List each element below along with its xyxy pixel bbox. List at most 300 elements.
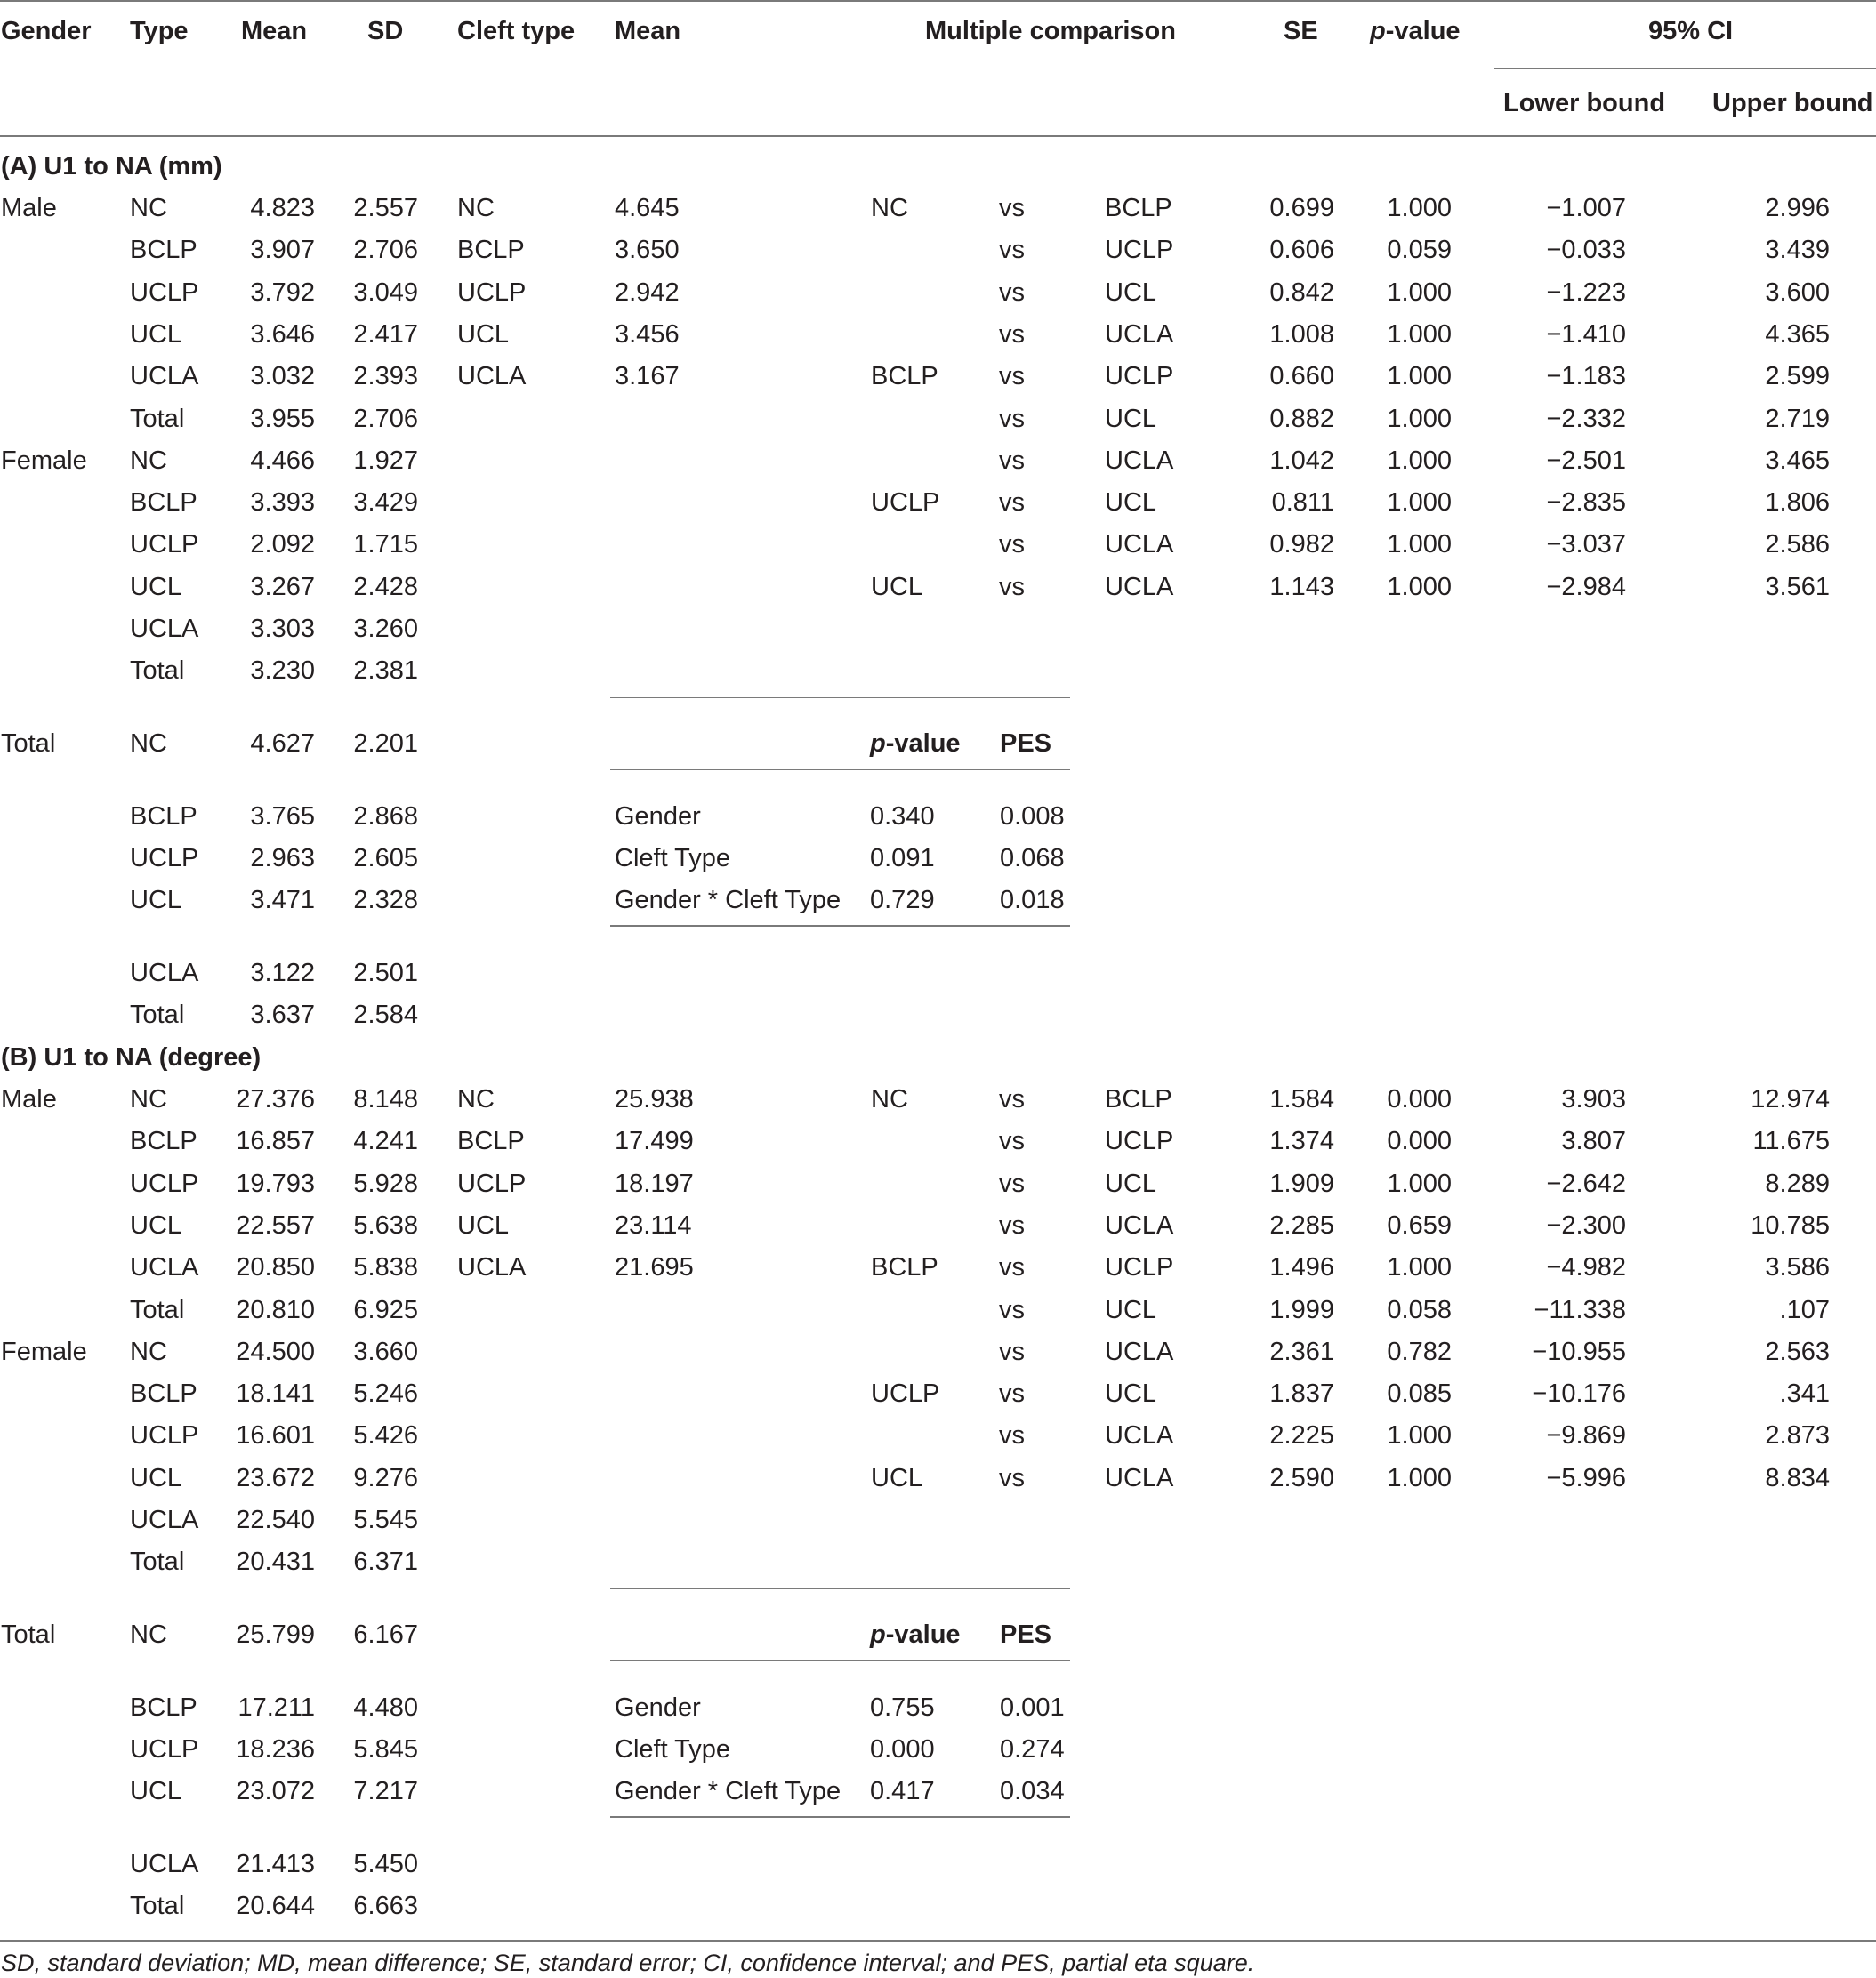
ci-upper-value: 3.586: [1765, 1253, 1830, 1282]
sd-value: 2.557: [353, 194, 418, 222]
ci-lower-value: −10.176: [1532, 1379, 1626, 1409]
cleft-mean-value: 23.114: [615, 1210, 692, 1240]
header-gender: Gender: [1, 17, 92, 45]
p-value: 1.000: [1387, 446, 1452, 475]
cleft-mean-value: 2.942: [615, 277, 680, 307]
type-label: NC: [130, 1620, 167, 1649]
sd-value: 4.480: [353, 1693, 418, 1722]
anova-top-rule: [610, 697, 1070, 699]
mean-value: 27.376: [236, 1085, 315, 1114]
sd-value: 2.201: [353, 728, 418, 758]
vs-label: vs: [999, 1421, 1025, 1451]
section-title: (B) U1 to NA (degree): [1, 1043, 262, 1072]
comparison-target: UCLA: [1105, 572, 1174, 601]
p-value: 1.000: [1387, 1421, 1452, 1451]
anova-effect-label: Gender * Cleft Type: [615, 1777, 841, 1806]
vs-label: vs: [999, 404, 1025, 433]
type-label: UCLA: [130, 1506, 199, 1534]
anova-pes-header: PES: [1000, 728, 1052, 758]
sd-value: 6.167: [353, 1620, 418, 1649]
comparison-target: UCLA: [1105, 319, 1174, 349]
comparison-target: UCLP: [1105, 236, 1174, 265]
ci-upper-value: .107: [1779, 1295, 1830, 1324]
vs-label: vs: [999, 1337, 1025, 1366]
ci-upper-value: 11.675: [1752, 1127, 1830, 1156]
comparison-group: UCL: [871, 1463, 923, 1492]
vs-label: vs: [999, 1253, 1025, 1282]
sd-value: 1.927: [353, 446, 418, 475]
se-value: 1.584: [1269, 1085, 1334, 1114]
ci-lower-value: −10.955: [1532, 1337, 1626, 1366]
gender-label: Female: [1, 1337, 87, 1366]
top-rule: [0, 0, 1876, 2]
type-label: UCL: [130, 1210, 182, 1240]
ci-lower-value: −9.869: [1546, 1421, 1626, 1451]
p-value: 0.059: [1387, 236, 1452, 265]
anova-mid-rule: [610, 1660, 1070, 1662]
se-value: 1.837: [1269, 1379, 1334, 1409]
anova-effect-label: Cleft Type: [615, 843, 731, 872]
comparison-target: UCLP: [1105, 362, 1174, 391]
header-sd: SD: [367, 17, 404, 45]
comparison-target: UCLA: [1105, 1463, 1174, 1492]
p-value: 1.000: [1387, 488, 1452, 518]
se-value: 0.811: [1271, 488, 1334, 518]
ci-lower-value: −1.223: [1546, 277, 1626, 307]
type-label: NC: [130, 1337, 167, 1366]
se-value: 1.909: [1269, 1169, 1334, 1198]
cleft-type-label: BCLP: [457, 236, 525, 265]
se-value: 0.842: [1269, 277, 1334, 307]
comparison-target: UCL: [1105, 488, 1157, 518]
type-label: Total: [130, 656, 185, 686]
comparison-group: UCLP: [871, 488, 940, 518]
type-label: Total: [130, 1548, 185, 1577]
anova-p-value: 0.000: [870, 1734, 935, 1764]
sd-value: 5.838: [353, 1253, 418, 1282]
vs-label: vs: [999, 1463, 1025, 1492]
comparison-target: BCLP: [1105, 194, 1172, 222]
anova-pes-value: 0.068: [1000, 843, 1065, 872]
mean-value: 2.092: [250, 530, 315, 559]
mean-value: 3.122: [250, 958, 315, 987]
type-label: Total: [130, 1000, 185, 1029]
sd-value: 5.638: [353, 1210, 418, 1240]
comparison-group: BCLP: [871, 362, 938, 391]
mean-value: 21.413: [236, 1849, 315, 1878]
anova-effect-label: Gender: [615, 1693, 701, 1722]
sd-value: 5.450: [353, 1849, 418, 1878]
footnote-rule: [0, 1940, 1876, 1942]
ci-upper-value: 3.465: [1765, 446, 1830, 475]
section-title: (A) U1 to NA (mm): [1, 152, 222, 181]
type-label: UCL: [130, 1463, 182, 1492]
mean-value: 3.032: [250, 362, 315, 391]
sd-value: 2.706: [353, 404, 418, 433]
type-label: UCLA: [130, 615, 199, 643]
gender-label: Female: [1, 446, 87, 475]
se-value: 2.225: [1269, 1421, 1334, 1451]
comparison-target: UCLA: [1105, 446, 1174, 475]
ci-upper-value: 10.785: [1751, 1210, 1830, 1240]
mean-value: 20.644: [236, 1891, 315, 1920]
mean-value: 23.072: [236, 1777, 315, 1806]
ci-lower-value: −2.835: [1546, 488, 1626, 518]
anova-p-value: 0.340: [870, 801, 935, 831]
sd-value: 2.328: [353, 886, 418, 915]
type-label: UCL: [130, 572, 182, 601]
mean-value: 20.431: [236, 1548, 315, 1577]
cleft-type-label: UCLA: [457, 1253, 527, 1282]
sd-value: 5.545: [353, 1506, 418, 1534]
ci-upper-value: 2.563: [1765, 1337, 1830, 1366]
vs-label: vs: [999, 1379, 1025, 1409]
anova-pes-header: PES: [1000, 1620, 1052, 1649]
cleft-mean-value: 3.456: [615, 319, 680, 349]
sd-value: 2.584: [353, 1000, 418, 1029]
ci-upper-value: 3.561: [1765, 572, 1830, 601]
cleft-mean-value: 3.167: [615, 362, 680, 391]
sd-value: 5.246: [353, 1379, 418, 1409]
sd-value: 2.868: [353, 801, 418, 831]
p-value: 0.782: [1387, 1337, 1452, 1366]
type-label: Total: [130, 404, 185, 433]
p-value: 0.058: [1387, 1295, 1452, 1324]
mean-value: 3.303: [250, 615, 315, 643]
header-se: SE: [1284, 17, 1318, 45]
mean-value: 17.211: [238, 1693, 315, 1722]
se-value: 1.496: [1269, 1253, 1334, 1282]
sd-value: 6.925: [353, 1295, 418, 1324]
ci-lower-value: −4.982: [1546, 1253, 1626, 1282]
mean-value: 25.799: [236, 1620, 315, 1649]
sd-value: 6.371: [353, 1548, 418, 1577]
type-label: BCLP: [130, 236, 197, 265]
sd-value: 6.663: [353, 1891, 418, 1920]
mean-value: 16.601: [236, 1421, 315, 1451]
anova-p-value: 0.729: [870, 886, 935, 915]
gender-label: Male: [1, 1085, 57, 1114]
anova-effect-label: Gender * Cleft Type: [615, 886, 841, 915]
sd-value: 2.706: [353, 236, 418, 265]
sd-value: 2.381: [353, 656, 418, 686]
type-label: NC: [130, 728, 167, 758]
ci-lower-value: −0.033: [1546, 236, 1626, 265]
mean-value: 16.857: [236, 1127, 315, 1156]
vs-label: vs: [999, 236, 1025, 265]
comparison-group: BCLP: [871, 1253, 938, 1282]
ci-lower-value: −1.007: [1546, 194, 1626, 222]
mean-value: 2.963: [250, 843, 315, 872]
type-label: UCL: [130, 886, 182, 915]
ci-lower-value: 3.903: [1561, 1085, 1626, 1114]
mean-value: 18.141: [236, 1379, 315, 1409]
vs-label: vs: [999, 530, 1025, 559]
cleft-mean-value: 18.197: [615, 1169, 694, 1198]
anova-p-italic: p: [870, 728, 886, 758]
cleft-type-label: UCLP: [457, 277, 527, 307]
se-value: 0.882: [1269, 404, 1334, 433]
se-value: 2.285: [1269, 1210, 1334, 1240]
cleft-type-label: NC: [457, 194, 495, 222]
anova-top-rule: [610, 1588, 1070, 1590]
ci-lower-value: −3.037: [1546, 530, 1626, 559]
mean-value: 3.471: [250, 886, 315, 915]
vs-label: vs: [999, 1127, 1025, 1156]
anova-pes-value: 0.274: [1000, 1734, 1065, 1764]
vs-label: vs: [999, 488, 1025, 518]
comparison-target: UCLP: [1105, 1253, 1174, 1282]
mean-value: 4.627: [250, 728, 315, 758]
se-value: 0.982: [1269, 530, 1334, 559]
sd-value: 8.148: [353, 1085, 418, 1114]
anova-p-header: [870, 1620, 961, 1650]
cleft-type-label: UCL: [457, 319, 510, 349]
type-label: UCLA: [130, 1253, 199, 1282]
header-lower-bound: Lower bound: [1503, 89, 1666, 117]
type-label: NC: [130, 446, 167, 475]
type-label: BCLP: [130, 1379, 197, 1409]
mean-value: 23.672: [236, 1463, 315, 1492]
se-value: 2.361: [1269, 1337, 1334, 1366]
mean-value: 3.792: [250, 277, 315, 307]
sd-value: 2.501: [353, 958, 418, 987]
type-label: BCLP: [130, 801, 197, 831]
ci-upper-value: 2.873: [1765, 1421, 1830, 1451]
sd-value: 3.049: [353, 277, 418, 307]
anova-p-suffix: -value: [885, 728, 961, 758]
anova-pes-value: 0.008: [1000, 801, 1065, 831]
anova-p-value: 0.417: [870, 1777, 935, 1806]
cleft-mean-value: 4.645: [615, 194, 680, 222]
comparison-target: UCL: [1105, 1169, 1157, 1198]
ci-lower-value: −5.996: [1546, 1463, 1626, 1492]
comparison-target: UCL: [1105, 1295, 1157, 1324]
ci-upper-value: 2.996: [1765, 194, 1830, 222]
anova-pes-value: 0.018: [1000, 886, 1065, 915]
ci-upper-value: .341: [1779, 1379, 1830, 1409]
sd-value: 3.260: [353, 615, 418, 643]
header-cleft-type: Cleft type: [457, 17, 576, 45]
ci-lower-value: −2.984: [1546, 572, 1626, 601]
type-label: NC: [130, 194, 167, 222]
comparison-target: UCL: [1105, 277, 1157, 307]
type-label: UCLP: [130, 1734, 199, 1764]
p-value: 1.000: [1387, 1169, 1452, 1198]
comparison-target: UCLP: [1105, 1127, 1174, 1156]
cleft-type-label: UCLA: [457, 362, 527, 391]
mean-value: 3.267: [250, 572, 315, 601]
p-value: 1.000: [1387, 277, 1452, 307]
mean-value: 4.466: [250, 446, 315, 475]
header-cleft-mean: Mean: [615, 17, 681, 45]
ci-upper-value: 8.289: [1765, 1169, 1830, 1198]
p-value: 1.000: [1387, 362, 1452, 391]
ci-upper-value: 3.600: [1765, 277, 1830, 307]
sd-value: 2.393: [353, 362, 418, 391]
sd-value: 5.426: [353, 1421, 418, 1451]
vs-label: vs: [999, 319, 1025, 349]
type-label: UCL: [130, 319, 182, 349]
mean-value: 19.793: [236, 1169, 315, 1198]
header-multiple-comparison: Multiple comparison: [925, 17, 1176, 45]
header-p-value: [1370, 16, 1461, 46]
comparison-target: UCL: [1105, 1379, 1157, 1409]
sd-value: 4.241: [353, 1127, 418, 1156]
cleft-type-label: UCLP: [457, 1169, 527, 1198]
mean-value: 20.810: [236, 1295, 315, 1324]
type-label: Total: [130, 1295, 185, 1324]
comparison-target: UCLA: [1105, 1421, 1174, 1451]
sd-value: 5.845: [353, 1734, 418, 1764]
se-value: 0.606: [1269, 236, 1334, 265]
p-value: 1.000: [1387, 404, 1452, 433]
mean-value: 3.646: [250, 319, 315, 349]
cleft-mean-value: 21.695: [615, 1253, 694, 1282]
sd-value: 1.715: [353, 530, 418, 559]
anova-p-italic: p: [870, 1620, 886, 1649]
se-value: 0.699: [1269, 194, 1334, 222]
anova-p-value: 0.091: [870, 843, 935, 872]
p-value: 1.000: [1387, 319, 1452, 349]
type-label: UCLA: [130, 958, 199, 987]
footnote: SD, standard deviation; MD, mean difference; SE, standard error; CI, confidence interval; and PES, partial eta square.: [1, 1950, 1255, 1976]
gender-label: Total: [1, 728, 56, 758]
mean-value: 3.907: [250, 236, 315, 265]
comparison-target: BCLP: [1105, 1085, 1172, 1114]
se-value: 2.590: [1269, 1463, 1334, 1492]
type-label: NC: [130, 1085, 167, 1114]
vs-label: vs: [999, 277, 1025, 307]
mean-value: 22.557: [236, 1210, 315, 1240]
ci-upper-value: 2.719: [1765, 404, 1830, 433]
ci-lower-value: −2.642: [1546, 1169, 1626, 1198]
se-value: 1.042: [1269, 446, 1334, 475]
type-label: UCLP: [130, 843, 199, 872]
vs-label: vs: [999, 194, 1025, 222]
cleft-type-label: NC: [457, 1085, 495, 1114]
ci-upper-value: 4.365: [1765, 319, 1830, 349]
type-label: UCLP: [130, 530, 199, 559]
p-value: 1.000: [1387, 1463, 1452, 1492]
mean-value: 4.823: [250, 194, 315, 222]
header-ci: 95% CI: [1648, 17, 1734, 45]
p-value: 1.000: [1387, 1253, 1452, 1282]
ci-lower-value: −11.338: [1534, 1295, 1626, 1324]
anova-p-value: 0.755: [870, 1693, 935, 1722]
p-value: 0.000: [1387, 1085, 1452, 1114]
vs-label: vs: [999, 1169, 1025, 1198]
sd-value: 2.417: [353, 319, 418, 349]
mean-value: 3.230: [250, 656, 315, 686]
cleft-mean-value: 25.938: [615, 1085, 694, 1114]
mean-value: 18.236: [236, 1734, 315, 1764]
type-label: UCLP: [130, 277, 199, 307]
mean-value: 3.637: [250, 1000, 315, 1029]
mean-value: 20.850: [236, 1253, 315, 1282]
anova-p-suffix: -value: [885, 1620, 961, 1649]
header-rule: [0, 135, 1876, 137]
ci-upper-value: 12.974: [1751, 1085, 1830, 1114]
vs-label: vs: [999, 362, 1025, 391]
comparison-target: UCL: [1105, 404, 1157, 433]
anova-bottom-rule: [610, 925, 1070, 927]
p-value: 0.000: [1387, 1127, 1452, 1156]
vs-label: vs: [999, 572, 1025, 601]
se-value: 1.143: [1269, 572, 1334, 601]
ci-lower-value: −2.332: [1546, 404, 1626, 433]
sd-value: 3.429: [353, 488, 418, 518]
comparison-group: UCLP: [871, 1379, 940, 1409]
ci-upper-value: 1.806: [1765, 488, 1830, 518]
cleft-mean-value: 17.499: [615, 1127, 694, 1156]
cleft-type-label: UCL: [457, 1210, 510, 1240]
ci-upper-value: 2.586: [1765, 530, 1830, 559]
comparison-group: NC: [871, 1085, 908, 1114]
sd-value: 2.428: [353, 572, 418, 601]
header-p-suffix: -value: [1385, 17, 1461, 45]
ci-upper-value: 8.834: [1765, 1463, 1830, 1492]
ci-rule: [1494, 68, 1876, 69]
anova-effect-label: Cleft Type: [615, 1734, 731, 1764]
ci-lower-value: −1.183: [1546, 362, 1626, 391]
se-value: 1.374: [1269, 1127, 1334, 1156]
anova-pes-value: 0.034: [1000, 1777, 1065, 1806]
gender-label: Male: [1, 194, 57, 222]
se-value: 1.999: [1269, 1295, 1334, 1324]
se-value: 1.008: [1269, 319, 1334, 349]
anova-mid-rule: [610, 769, 1070, 771]
comparison-group: UCL: [871, 572, 923, 601]
comparison-group: NC: [871, 194, 908, 222]
ci-lower-value: −2.501: [1546, 446, 1626, 475]
sd-value: 5.928: [353, 1169, 418, 1198]
type-label: BCLP: [130, 1693, 197, 1722]
type-label: UCLA: [130, 362, 199, 391]
ci-upper-value: 3.439: [1765, 236, 1830, 265]
sd-value: 2.605: [353, 843, 418, 872]
mean-value: 3.393: [250, 488, 315, 518]
gender-label: Total: [1, 1620, 56, 1649]
ci-lower-value: −2.300: [1546, 1210, 1626, 1240]
ci-upper-value: 2.599: [1765, 362, 1830, 391]
header-mean: Mean: [241, 17, 308, 45]
header-type: Type: [130, 17, 189, 45]
mean-value: 3.765: [250, 801, 315, 831]
p-value: 1.000: [1387, 194, 1452, 222]
p-value: 0.659: [1387, 1210, 1452, 1240]
type-label: BCLP: [130, 1127, 197, 1156]
sd-value: 9.276: [353, 1463, 418, 1492]
anova-effect-label: Gender: [615, 801, 701, 831]
type-label: UCLA: [130, 1849, 199, 1878]
ci-lower-value: 3.807: [1561, 1127, 1626, 1156]
mean-value: 3.955: [250, 404, 315, 433]
type-label: UCLP: [130, 1169, 199, 1198]
comparison-target: UCLA: [1105, 530, 1174, 559]
sd-value: 7.217: [353, 1777, 418, 1806]
mean-value: 24.500: [236, 1337, 315, 1366]
p-value: 1.000: [1387, 572, 1452, 601]
vs-label: vs: [999, 1085, 1025, 1114]
comparison-target: UCLA: [1105, 1210, 1174, 1240]
type-label: Total: [130, 1891, 185, 1920]
header-upper-bound: Upper bound: [1712, 89, 1873, 117]
header-p-italic: p: [1370, 17, 1386, 45]
se-value: 0.660: [1269, 362, 1334, 391]
p-value: 0.085: [1387, 1379, 1452, 1409]
type-label: BCLP: [130, 488, 197, 518]
